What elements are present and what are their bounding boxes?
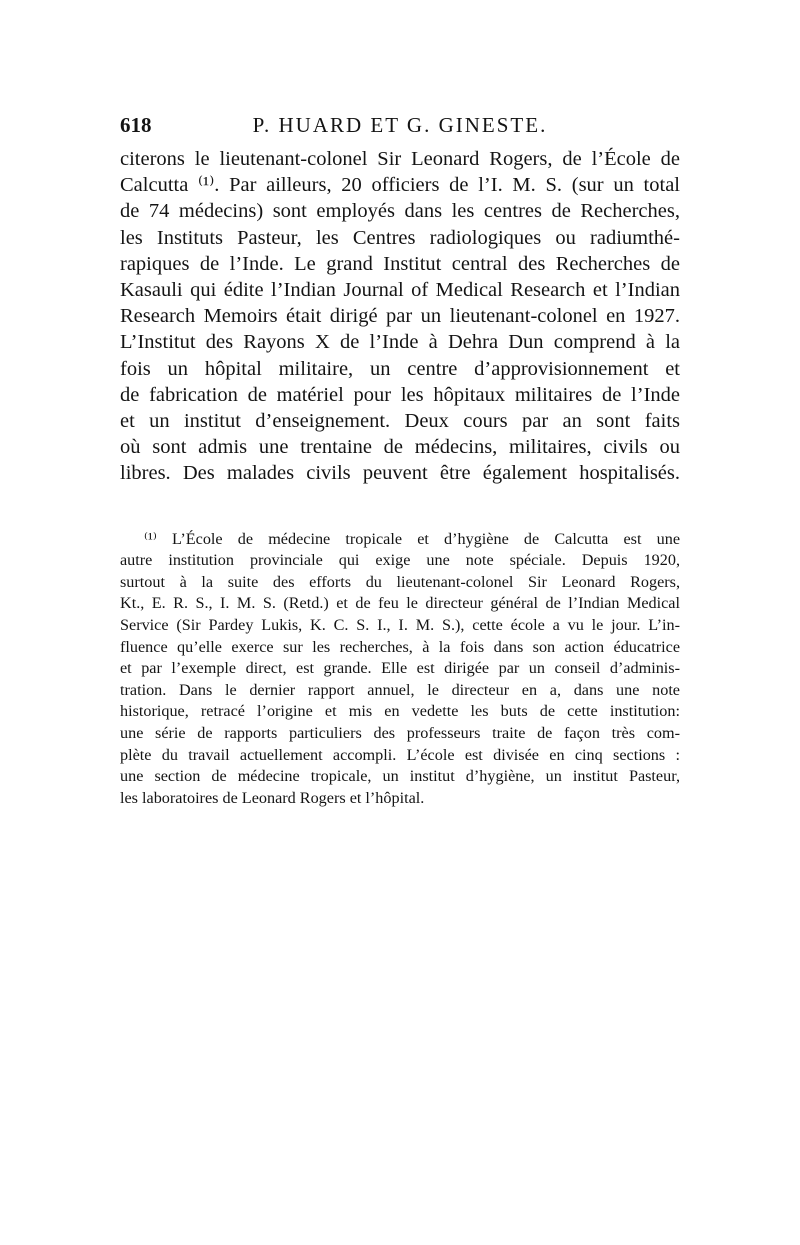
body-line: les Instituts Pasteur, les Centres radiologiques ou radiumthé-: [120, 226, 680, 249]
footnote-line: une section de médecine tropicale, un institut d’hygiène, un institut Pasteur,: [120, 767, 680, 786]
body-line: et un institut d’enseignement. Deux cours par an sont faits: [120, 410, 680, 433]
footnote-line: fluence qu’elle exerce sur les recherches, à la fois dans son action éducatrice: [120, 637, 680, 656]
body-line: où sont admis une trentaine de médecins, militaires, civils ou: [120, 436, 680, 459]
footnote-line: les laboratoires de Leonard Rogers et l’hôpital.: [120, 788, 425, 807]
body-paragraph: [120, 146, 680, 487]
body-line: Research Memoirs était dirigé par un lieutenant-colonel en 1927.: [120, 305, 680, 328]
page-number: 618: [120, 113, 152, 137]
body-line: citerons le lieutenant-colonel Sir Leonard Rogers, de l’École de: [120, 148, 680, 170]
footnote-line: Service (Sir Pardey Lukis, K. C. S. I., I. M. S.), cette école a vu le jour. L’in-: [120, 616, 680, 635]
footnote-line: et par l’exemple direct, est grande. Elle est dirigée par un conseil d’adminis-: [120, 659, 680, 678]
book-page: [120, 110, 680, 809]
running-title: P. HUARD ET G. GINESTE.: [252, 113, 548, 137]
body-line: rapiques de l’Inde. Le grand Institut central des Recherches de: [120, 252, 680, 275]
body-line: Calcutta ⁽¹⁾. Par ailleurs, 20 officiers de l’I. M. S. (sur un total: [120, 174, 680, 197]
body-line: de fabrication de matériel pour les hôpitaux militaires de l’Inde: [120, 383, 680, 406]
running-header: [120, 110, 680, 140]
body-line: L’Institut des Rayons X de l’Inde à Dehra Dun comprend à la: [120, 331, 680, 354]
footnote-line: plète du travail actuellement accompli. L’école est divisée en cinq sections :: [120, 745, 680, 764]
body-line: de 74 médecins) sont employés dans les centres de Recherches,: [120, 200, 680, 223]
footnote-line: autre institution provinciale qui exige une note spéciale. Depuis 1920,: [120, 551, 680, 570]
footnote-line: surtout à la suite des efforts du lieutenant-colonel Sir Leonard Rogers,: [120, 572, 680, 591]
body-line: libres. Des malades civils peuvent être également hospitalisés.: [120, 462, 680, 485]
body-line: fois un hôpital militaire, un centre d’approvisionnement et: [120, 357, 680, 380]
footnote-line: une série de rapports particuliers des professeurs traite de façon très com-: [120, 723, 680, 742]
footnote-line: tration. Dans le dernier rapport annuel, le directeur en a, dans une note: [120, 680, 680, 699]
footnote-line: ⁽¹⁾ L’École de médecine tropicale et d’hygiène de Calcutta est une: [144, 529, 680, 548]
body-line: Kasauli qui édite l’Indian Journal of Medical Research et l’Indian: [120, 279, 680, 302]
footnote-line: Kt., E. R. S., I. M. S. (Retd.) et de feu le directeur général de l’Indian Medical: [120, 594, 680, 613]
footnote-line: historique, retracé l’origine et mis en vedette les buts de cette institution:: [120, 702, 680, 721]
footnote: [120, 529, 680, 810]
